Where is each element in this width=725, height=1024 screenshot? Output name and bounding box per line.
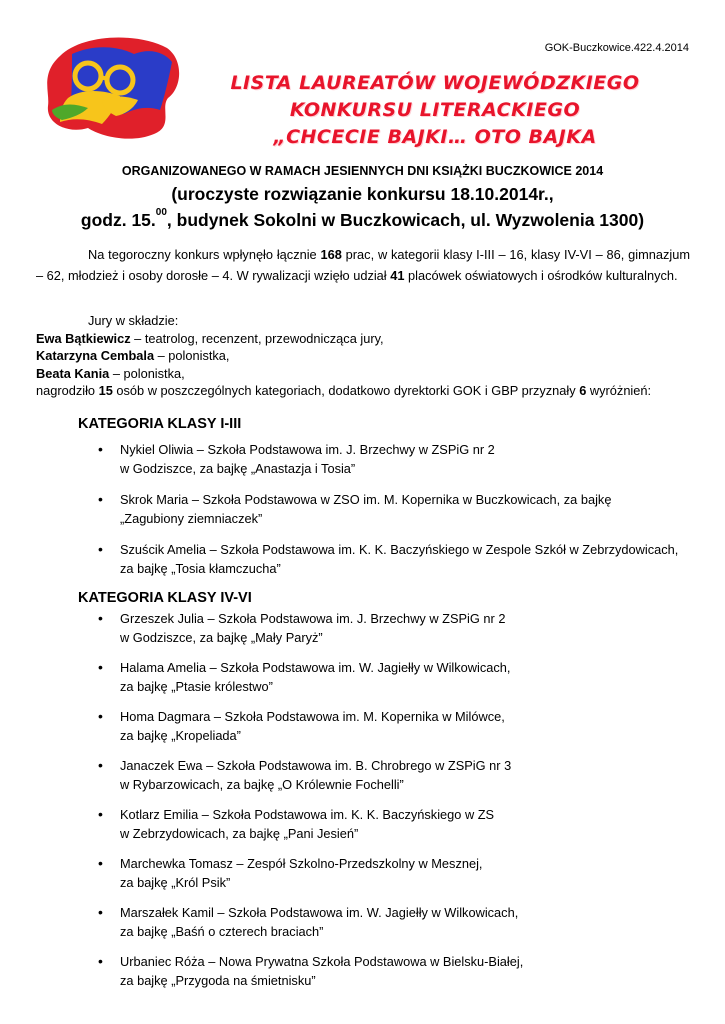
institutions-count: 41	[390, 268, 405, 283]
list-item	[92, 805, 702, 843]
entry-line-1: • Nykiel Oliwia – Szkoła Podstawowa im. J. Brzechwy w ZSPiG nr 2	[120, 442, 495, 457]
entry-line-1: • Halama Amelia – Szkoła Podstawowa im. W. Jagiełły w Wilkowicach,	[120, 660, 511, 675]
title-line-3: „CHCECIE BAJKI… OTO BAJKA	[273, 126, 597, 148]
books-reading-logo-icon	[42, 36, 182, 146]
contest-title	[200, 70, 670, 151]
category-4-6-list	[92, 609, 702, 990]
entry-line-1: • Szuścik Amelia – Szkoła Podstawowa im. K. K. Baczyńskiego w Zespole Szkół w Zebrzydowicach,	[120, 542, 679, 557]
entry-line-2: za bajkę „Król Psik”	[120, 875, 231, 890]
list-item	[92, 658, 702, 696]
jury-member-role: – polonistka,	[154, 348, 230, 363]
ceremony-place: , budynek Sokolni w Buczkowicach, ul. Wyzwolenia 1300)	[166, 210, 645, 230]
jury-member	[36, 330, 696, 348]
category-1-3-list	[92, 440, 702, 578]
entry-line-2: w Godziszce, za bajkę „Mały Paryż”	[120, 630, 323, 645]
entry-line-1: • Kotlarz Emilia – Szkoła Podstawowa im. K. K. Baczyńskiego w ZS	[120, 807, 495, 822]
intro-paragraph	[36, 244, 690, 286]
entry-line-2: w Godziszce, za bajkę „Anastazja i Tosia”	[120, 461, 356, 476]
awarded-count: 15	[98, 383, 113, 398]
entry-line-2: za bajkę „Tosia kłamczucha”	[120, 561, 281, 576]
list-item	[92, 707, 702, 745]
intro-text-2: prac, w kategorii klasy I-III – 16, klasy IV-VI – 86, gimnazjum – 62, młodzież i osoby dorosłe – 4. W rywalizacji wzięło udział	[36, 247, 690, 283]
list-item	[92, 756, 702, 794]
entry-line-1: • Janaczek Ewa – Szkoła Podstawowa im. B. Chrobrego w ZSPiG nr 3	[120, 758, 512, 773]
ceremony-time-minutes: 00	[155, 207, 167, 218]
jury-member	[36, 365, 696, 383]
jury-member-name: Ewa Bątkiewicz	[36, 330, 131, 346]
ceremony-time: godz. 15.	[80, 210, 156, 230]
entry-line-1: • Homa Dagmara – Szkoła Podstawowa im. M. Kopernika w Milówce,	[120, 709, 505, 724]
jury-member	[36, 347, 696, 365]
list-item	[92, 440, 702, 478]
intro-text-3: placówek oświatowych i ośrodków kulturalnych.	[404, 268, 678, 283]
jury-member-name: Katarzyna Cembala	[36, 348, 155, 363]
ceremony-line-2	[0, 207, 725, 231]
entry-line-1: • Skrok Maria – Szkoła Podstawowa w ZSO im. M. Kopernika w Buczkowicach, za bajkę	[120, 492, 612, 507]
title-line-2: KONKURSU LITERACKIEGO	[289, 99, 581, 121]
jury-header: Jury w składzie:	[88, 313, 179, 328]
intro-text-1: Na tegoroczny konkurs wpłynęło łącznie	[88, 247, 321, 262]
entry-line-2: za bajkę „Baśń o czterech braciach”	[120, 924, 324, 939]
distinctions-count: 6	[579, 383, 587, 398]
entry-line-2: za bajkę „Przygoda na śmietnisku”	[120, 973, 316, 988]
title-line-1: LISTA LAUREATÓW WOJEWÓDZKIEGO	[230, 72, 640, 94]
list-item	[92, 540, 702, 578]
entry-line-1: • Grzeszek Julia – Szkoła Podstawowa im. J. Brzechwy w ZSPiG nr 2	[120, 611, 506, 626]
jury-summary-text-3: wyróżnień:	[586, 383, 652, 398]
jury-summary-text-1: nagrodziło	[36, 383, 99, 398]
jury-summary-text-2: osób w poszczególnych kategoriach, dodatkowo dyrektorki GOK i GBP przyznały	[112, 383, 580, 398]
list-item	[92, 854, 702, 892]
category-heading-1-3: KATEGORIA KLASY I-III	[78, 416, 242, 432]
jury-section	[36, 312, 696, 400]
entry-line-1: • Marchewka Tomasz – Zespół Szkolno-Przedszkolny w Mesznej,	[120, 856, 483, 871]
entry-line-2: w Rybarzowicach, za bajkę „O Królewnie Fochelli”	[120, 777, 404, 792]
total-entries: 168	[320, 247, 342, 262]
list-item	[92, 903, 702, 941]
jury-summary	[36, 382, 696, 400]
entry-line-2: za bajkę „Ptasie królestwo”	[120, 679, 273, 694]
list-item	[92, 490, 702, 528]
entry-line-1: • Urbaniec Róża – Nowa Prywatna Szkoła Podstawowa w Bielsku-Białej,	[120, 954, 524, 969]
entry-line-2: w Zebrzydowicach, za bajkę „Pani Jesień”	[120, 826, 359, 841]
entry-line-2: za bajkę „Kropeliada”	[120, 728, 241, 743]
document-reference: GOK-Buczkowice.422.4.2014	[544, 42, 689, 54]
organized-subtitle: ORGANIZOWANEGO W RAMACH JESIENNYCH DNI KSIĄŻKI BUCZKOWICE 2014	[121, 164, 604, 178]
list-item	[92, 952, 702, 990]
ceremony-line-1: (uroczyste rozwiązanie konkursu 18.10.2014r.,	[171, 184, 554, 204]
list-item	[92, 609, 702, 647]
entry-line-2: „Zagubiony ziemniaczek”	[120, 511, 263, 526]
jury-member-name: Beata Kania	[36, 365, 110, 381]
jury-member-role: – polonistka,	[109, 365, 185, 381]
entry-line-1: • Marszałek Kamil – Szkoła Podstawowa im. W. Jagiełły w Wilkowicach,	[120, 905, 519, 920]
jury-member-role: – teatrolog, recenzent, przewodnicząca jury,	[130, 330, 384, 346]
category-heading-4-6: KATEGORIA KLASY IV-VI	[78, 590, 252, 606]
